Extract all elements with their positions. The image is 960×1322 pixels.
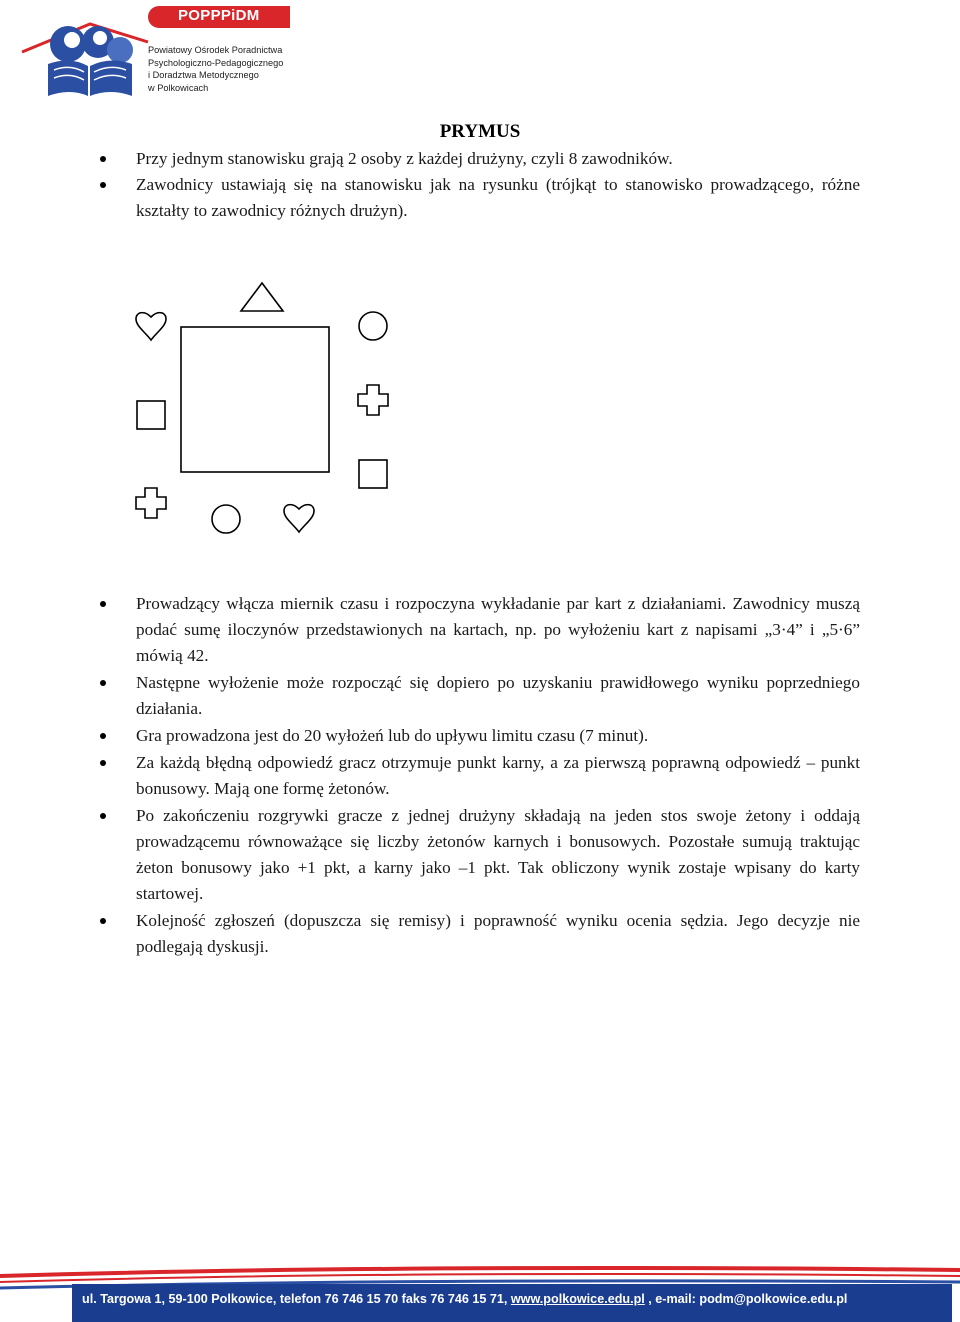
list-item xyxy=(100,172,860,224)
bullet-icon xyxy=(100,918,106,924)
footer-email-label: , e-mail: xyxy=(644,1292,700,1306)
logo-title: POPPPiDM xyxy=(178,7,260,24)
list-item-text: Gra prowadzona jest do 20 wyłożeń lub do upływu limitu czasu (7 minut). xyxy=(136,726,649,745)
rules-bullet-list xyxy=(100,591,860,961)
footer-contact xyxy=(82,1292,952,1306)
heart-shape xyxy=(136,313,166,340)
list-item-text: Za każdą błędną odpowiedź gracz otrzymuje punkt karny, a za pierwszą poprawną odpowiedź – punkt bonusowy. Mają one formę żetonów. xyxy=(136,753,860,798)
circle-shape xyxy=(359,312,387,340)
logo-line: w Polkowicach xyxy=(148,82,209,93)
email-link[interactable]: podm@polkowice.edu.pl xyxy=(699,1292,848,1306)
logo-line: Powiatowy Ośrodek Poradnictwa xyxy=(148,45,283,55)
bullet-icon xyxy=(100,733,106,739)
footer-address: ul. Targowa 1, 59-100 Polkowice, telefon 76 746 15 70 faks 76 746 15 71, xyxy=(82,1292,511,1306)
organization-logo xyxy=(20,4,290,104)
list-item xyxy=(100,591,860,669)
page-footer xyxy=(0,1262,960,1322)
document-title: PRYMUS xyxy=(439,121,521,142)
logo-line: Psychologiczno-Pedagogicznego xyxy=(148,57,284,68)
list-item xyxy=(100,908,860,960)
circle-shape xyxy=(212,505,240,533)
game-table xyxy=(181,327,329,472)
list-item xyxy=(100,723,860,749)
logo-people-icon xyxy=(20,4,150,104)
intro-bullet-list xyxy=(100,146,860,224)
heart-shape xyxy=(284,505,314,532)
list-item-text: Przy jednym stanowisku grają 2 osoby z każdej drużyny, czyli 8 zawodników. xyxy=(136,149,673,168)
list-item xyxy=(100,670,860,722)
list-item xyxy=(100,146,860,172)
website-link[interactable]: www.polkowice.edu.pl xyxy=(510,1292,645,1306)
square-shape xyxy=(137,401,165,429)
list-item-text: Prowadzący włącza miernik czasu i rozpoczyna wykładanie par kart z działaniami. Zawodnicy muszą podać sumę iloczynów przedstawionych na kartach, np. po wyłożeniu kart z napisami „3·4” i „5·6” mówią 42. xyxy=(136,594,860,665)
cross-shape xyxy=(358,385,388,415)
triangle-shape xyxy=(241,283,283,311)
list-item-text: Następne wyłożenie może rozpocząć się dopiero po uzyskaniu prawidłowego wyniku poprzedniego działania. xyxy=(136,673,860,718)
bullet-icon xyxy=(100,813,106,819)
bullet-icon xyxy=(100,601,106,607)
list-item-text: Kolejność zgłoszeń (dopuszcza się remisy) i poprawność wyniku ocenia sędzia. Jego decyzje nie podlegają dyskusji. xyxy=(136,911,860,956)
list-item-text: Zawodnicy ustawiają się na stanowisku jak na rysunku (trójkąt to stanowisko prowadzącego, różne kształty to zawodnicy różnych drużyn). xyxy=(136,175,860,220)
seating-diagram xyxy=(128,280,408,540)
cross-shape xyxy=(136,488,166,518)
list-item xyxy=(100,750,860,802)
list-item xyxy=(100,803,860,907)
logo-line: i Doradztwa Metodycznego xyxy=(148,70,259,81)
logo-organization-name xyxy=(148,44,298,94)
bullet-icon xyxy=(100,156,106,162)
bullet-icon xyxy=(100,760,106,766)
list-item-text: Po zakończeniu rozgrywki gracze z jednej drużyny składają na jeden stos swoje żetony i oddają prowadzącemu równoważące się liczby żetonów karnych i bonusowych. Pozostałe sumują traktując żeton bonusowy jako +1 pkt, a karny jako –1 pkt. Tak obliczony wynik zostaje wpisany do karty startowej. xyxy=(136,806,860,903)
bullet-icon xyxy=(100,680,106,686)
bullet-icon xyxy=(100,182,106,188)
square-shape xyxy=(359,460,387,488)
